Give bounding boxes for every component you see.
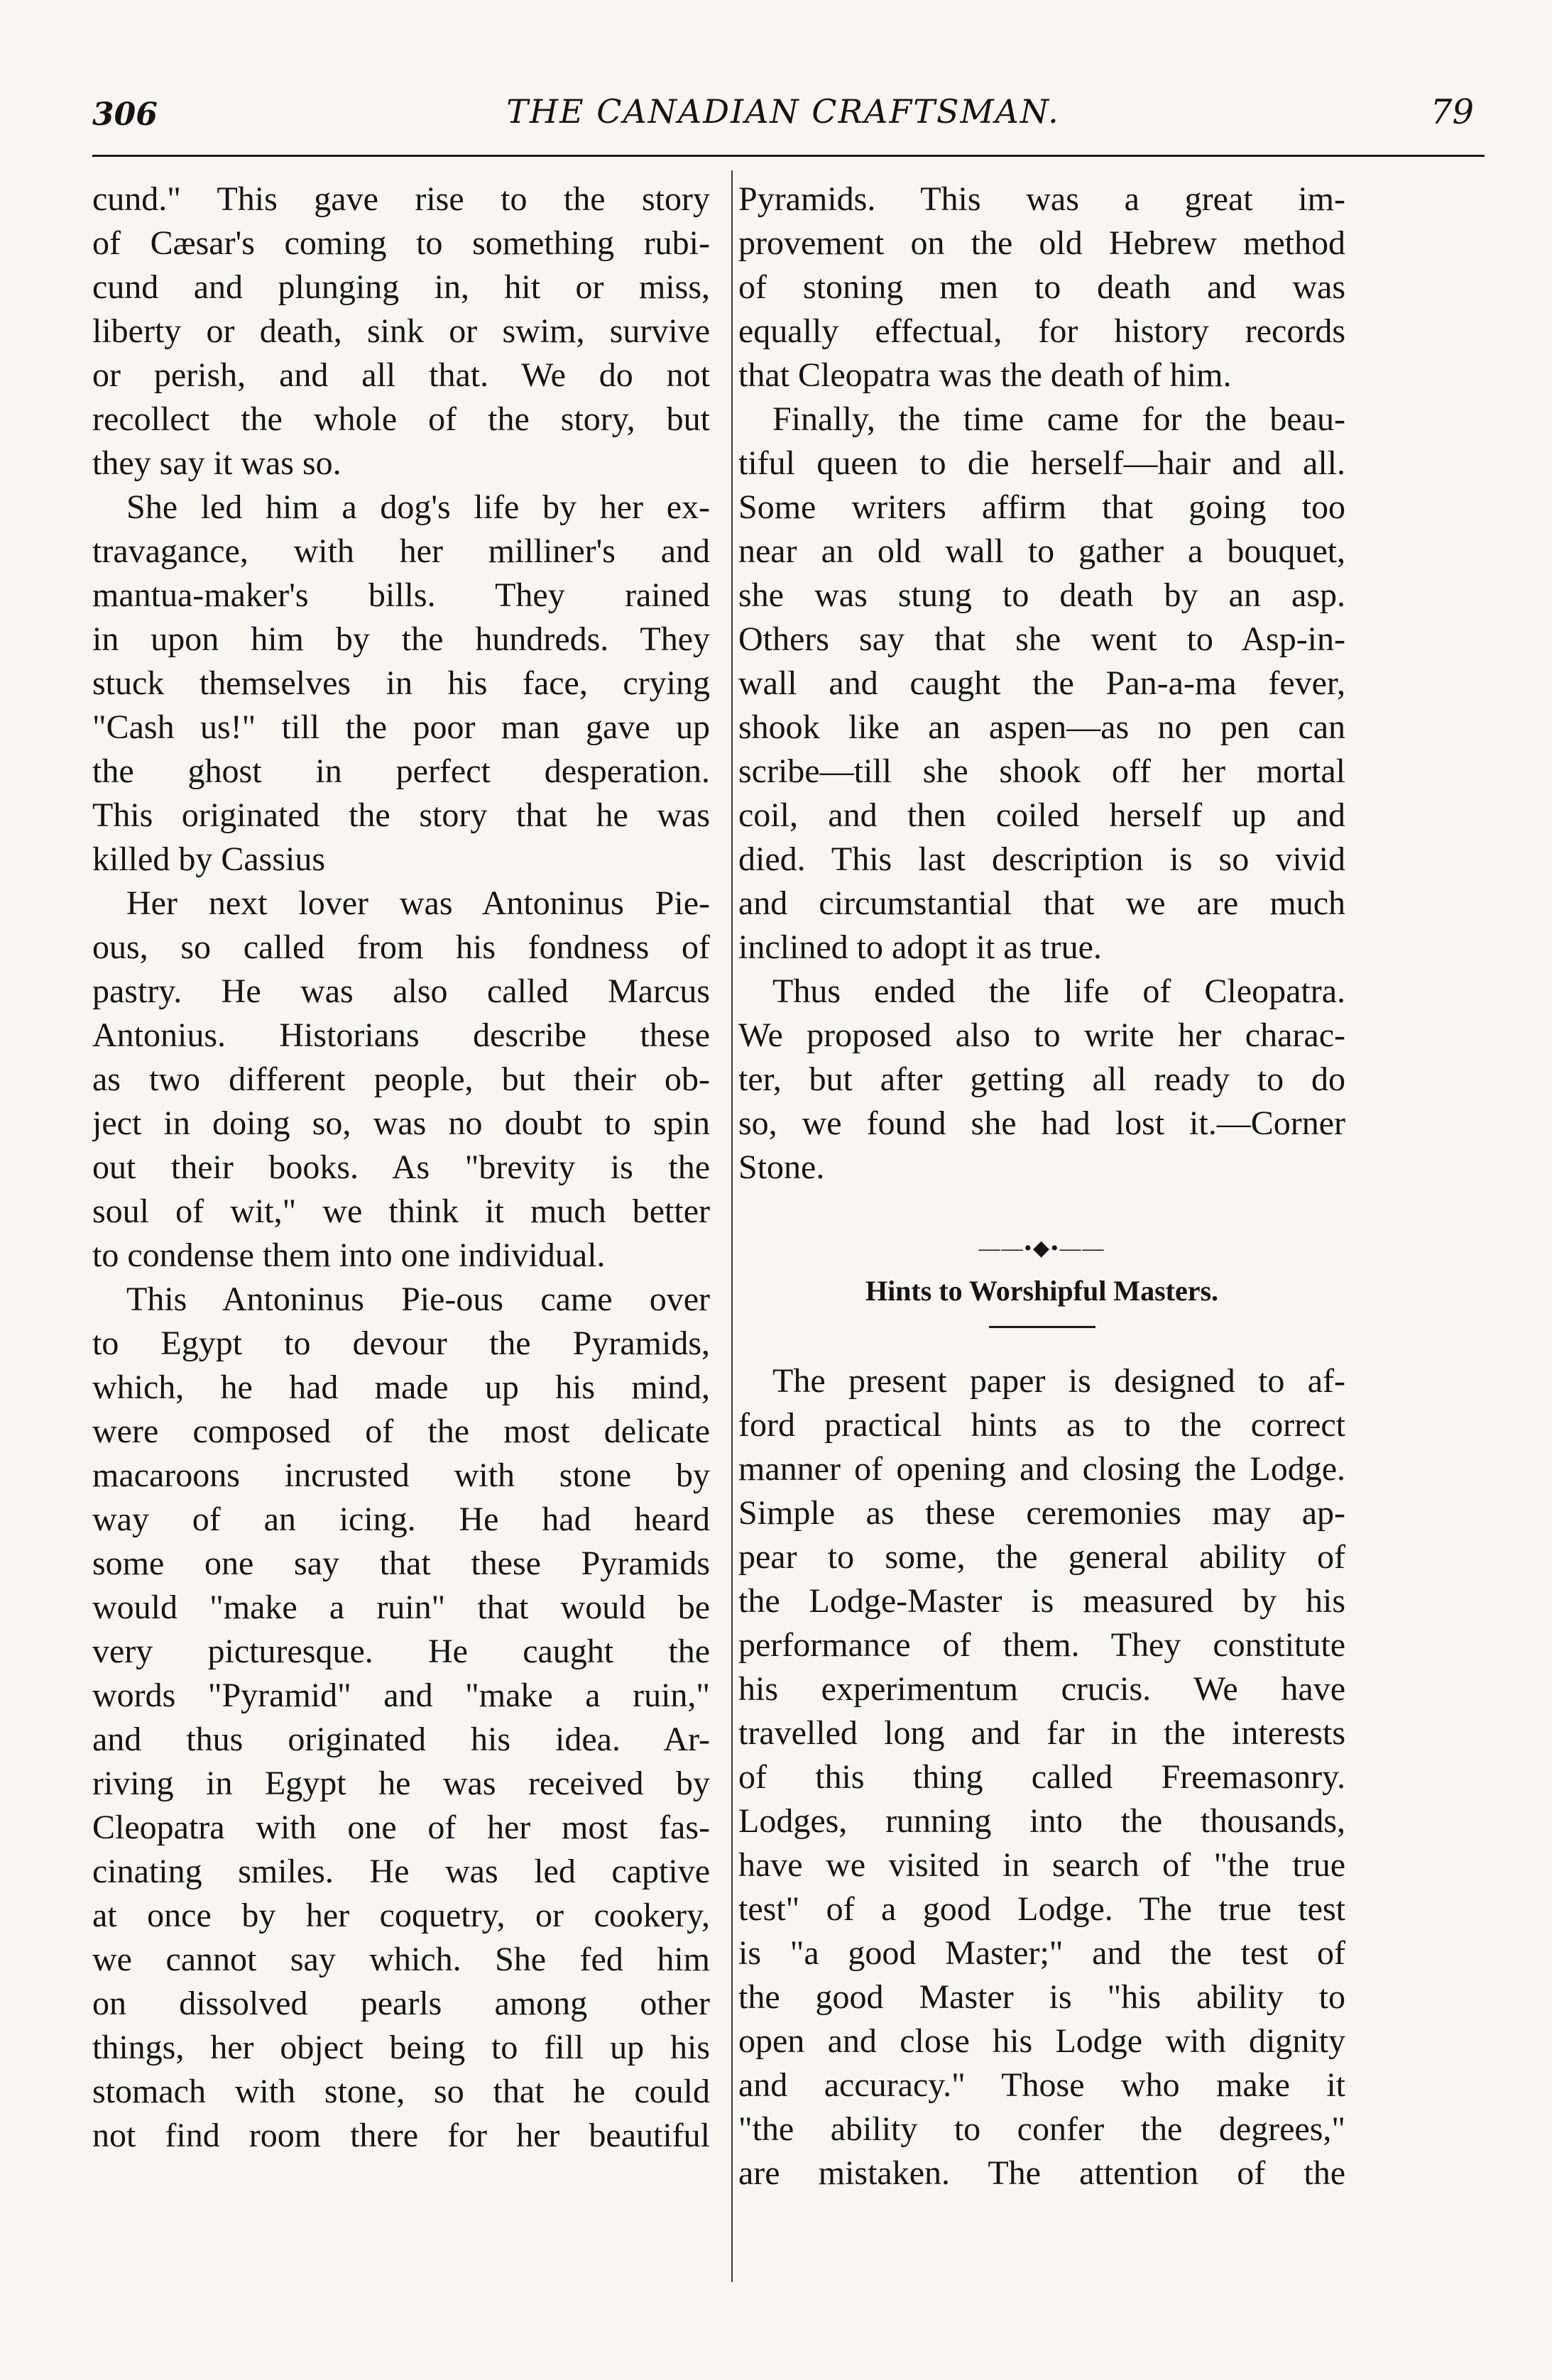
text-line: pear to some, the general ability of	[738, 1538, 1345, 1576]
cleopatra-article-ending	[738, 177, 1345, 1190]
text-line: ford practical hints as to the correct	[738, 1406, 1345, 1444]
text-line: are mistaken. The attention of the	[738, 2154, 1345, 2192]
text-line: tiful queen to die herself—hair and all.	[738, 444, 1345, 482]
text-line: Antonius. Historians describe these	[92, 1016, 710, 1054]
text-line: cund." This gave rise to the story	[92, 180, 710, 218]
text-line: pastry. He was also called Marcus	[92, 972, 710, 1010]
text-line: recollect the whole of the story, but	[92, 400, 710, 438]
text-line: performance of them. They constitute	[738, 1626, 1345, 1664]
text-line: shook like an aspen—as no pen can	[738, 708, 1345, 746]
text-line: and circumstantial that we are much	[738, 884, 1345, 922]
text-line: at once by her coquetry, or cookery,	[92, 1897, 710, 1934]
text-line: Some writers affirm that going too	[738, 488, 1345, 526]
text-line: we cannot say which. She fed him	[92, 1941, 710, 1978]
text-line: so, we found she had lost it.—Corner	[738, 1104, 1345, 1142]
text-line: cund and plunging in, hit or miss,	[92, 268, 710, 306]
text-line: some one say that these Pyramids	[92, 1545, 710, 1582]
text-line: This originated the story that he was	[92, 796, 710, 834]
spacer	[738, 1190, 1345, 1231]
text-line: near an old wall to gather a bouquet,	[738, 532, 1345, 570]
text-line: The present paper is designed to af-	[772, 1362, 1345, 1400]
text-line: liberty or death, sink or swim, survive	[92, 312, 710, 350]
text-line: the ghost in perfect desperation.	[92, 752, 710, 790]
text-line: wall and caught the Pan-a-ma fever,	[738, 664, 1345, 702]
text-line: words "Pyramid" and "make a ruin,"	[92, 1677, 710, 1714]
text-line: provement on the old Hebrew method	[738, 224, 1345, 262]
text-line: on dissolved pearls among other	[92, 1985, 710, 2022]
text-line: travelled long and far in the interests	[738, 1714, 1345, 1752]
text-line: killed by Cassius	[92, 840, 326, 878]
text-line: things, her object being to fill up his	[92, 2029, 710, 2066]
text-line: is "a good Master;" and the test of	[738, 1934, 1345, 1972]
text-line: macaroons incrusted with stone by	[92, 1457, 710, 1494]
text-line: She led him a dog's life by her ex-	[126, 488, 710, 526]
text-line: that Cleopatra was the death of him.	[738, 356, 1232, 394]
text-line: We proposed also to write her charac-	[738, 1016, 1345, 1054]
text-line: Thus ended the life of Cleopatra.	[772, 972, 1345, 1010]
text-line: Others say that she went to Asp-in-	[738, 620, 1345, 658]
text-line: or perish, and all that. We do not	[92, 356, 710, 394]
text-line: not find room there for her beautiful	[92, 2117, 710, 2154]
text-line: "the ability to confer the degrees,"	[738, 2110, 1345, 2148]
text-line: soul of wit," we think it much better	[92, 1192, 710, 1230]
left-column-text	[92, 177, 710, 2158]
text-line: riving in Egypt he was received by	[92, 1765, 710, 1802]
text-line: mantua-maker's bills. They rained	[92, 576, 710, 614]
text-line: of stoning men to death and was	[738, 268, 1345, 306]
text-line: out their books. As "brevity is the	[92, 1148, 710, 1186]
text-line: of Cæsar's coming to something rubi-	[92, 224, 710, 262]
text-line: his experimentum crucis. We have	[738, 1670, 1345, 1708]
text-line: open and close his Lodge with dignity	[738, 2022, 1345, 2060]
text-line: Pyramids. This was a great im-	[738, 180, 1345, 218]
text-line: she was stung to death by an asp.	[738, 576, 1345, 614]
text-line: coil, and then coiled herself up and	[738, 796, 1345, 834]
section-title: Hints to Worshipful Masters.	[865, 1275, 1219, 1307]
text-line: which, he had made up his mind,	[92, 1369, 710, 1406]
hints-article-text	[738, 1359, 1345, 2195]
text-line: have we visited in search of "the true	[738, 1846, 1345, 1884]
text-line: of this thing called Freemasonry.	[738, 1758, 1345, 1796]
text-line: Her next lover was Antoninus Pie-	[126, 884, 710, 922]
text-line: as two different people, but their ob-	[92, 1060, 710, 1098]
text-line: stomach with stone, so that he could	[92, 2073, 710, 2110]
text-line: ous, so called from his fondness of	[92, 928, 710, 966]
text-line: and thus originated his idea. Ar-	[92, 1721, 710, 1758]
text-line: equally effectual, for history records	[738, 312, 1345, 350]
text-line: in upon him by the hundreds. They	[92, 620, 710, 658]
text-line: way of an icing. He had heard	[92, 1501, 710, 1538]
text-line: cinating smiles. He was led captive	[92, 1853, 710, 1890]
text-line: stuck themselves in his face, crying	[92, 664, 710, 702]
text-line: they say it was so.	[92, 444, 341, 482]
text-line: Stone.	[738, 1148, 825, 1186]
text-line: to condense them into one individual.	[92, 1236, 606, 1274]
text-line: and accuracy." Those who make it	[738, 2066, 1345, 2104]
text-line: the Lodge-Master is measured by his	[738, 1582, 1345, 1620]
text-line: to Egypt to devour the Pyramids,	[92, 1325, 710, 1362]
text-line: inclined to adopt it as true.	[738, 928, 1102, 966]
text-line: Simple as these ceremonies may ap-	[738, 1494, 1345, 1532]
text-line: Cleopatra with one of her most fas-	[92, 1809, 710, 1846]
text-line: ter, but after getting all ready to do	[738, 1060, 1345, 1098]
title-rule	[989, 1326, 1095, 1328]
text-line: manner of opening and closing the Lodge.	[738, 1450, 1345, 1488]
text-line: the good Master is "his ability to	[738, 1978, 1345, 2016]
text-line: very picturesque. He caught the	[92, 1633, 710, 1670]
text-line: would "make a ruin" that would be	[92, 1589, 710, 1626]
page-header	[92, 92, 1474, 142]
page-number: 306	[92, 97, 158, 133]
text-line: test" of a good Lodge. The true test	[738, 1890, 1345, 1928]
text-line: "Cash us!" till the poor man gave up	[92, 708, 710, 746]
handwritten-folio-mark: 79	[1430, 92, 1474, 132]
running-title: THE CANADIAN CRAFTSMAN.	[506, 92, 1060, 131]
column-divider	[731, 170, 733, 2282]
right-column	[738, 177, 1345, 2195]
header-rule	[92, 155, 1485, 157]
text-line: Lodges, running into the thousands,	[738, 1802, 1345, 1840]
text-line: ject in doing so, was no doubt to spin	[92, 1104, 710, 1142]
text-line: were composed of the most delicate	[92, 1413, 710, 1450]
section-ornament: ——•◆•——	[978, 1236, 1105, 1260]
text-line: Finally, the time came for the beau-	[772, 400, 1345, 438]
text-line: This Antoninus Pie-ous came over	[126, 1281, 710, 1318]
text-line: travagance, with her milliner's and	[92, 532, 710, 570]
left-column	[92, 177, 710, 2158]
text-line: died. This last description is so vivid	[738, 840, 1345, 878]
text-line: scribe—till she shook off her mortal	[738, 752, 1345, 790]
